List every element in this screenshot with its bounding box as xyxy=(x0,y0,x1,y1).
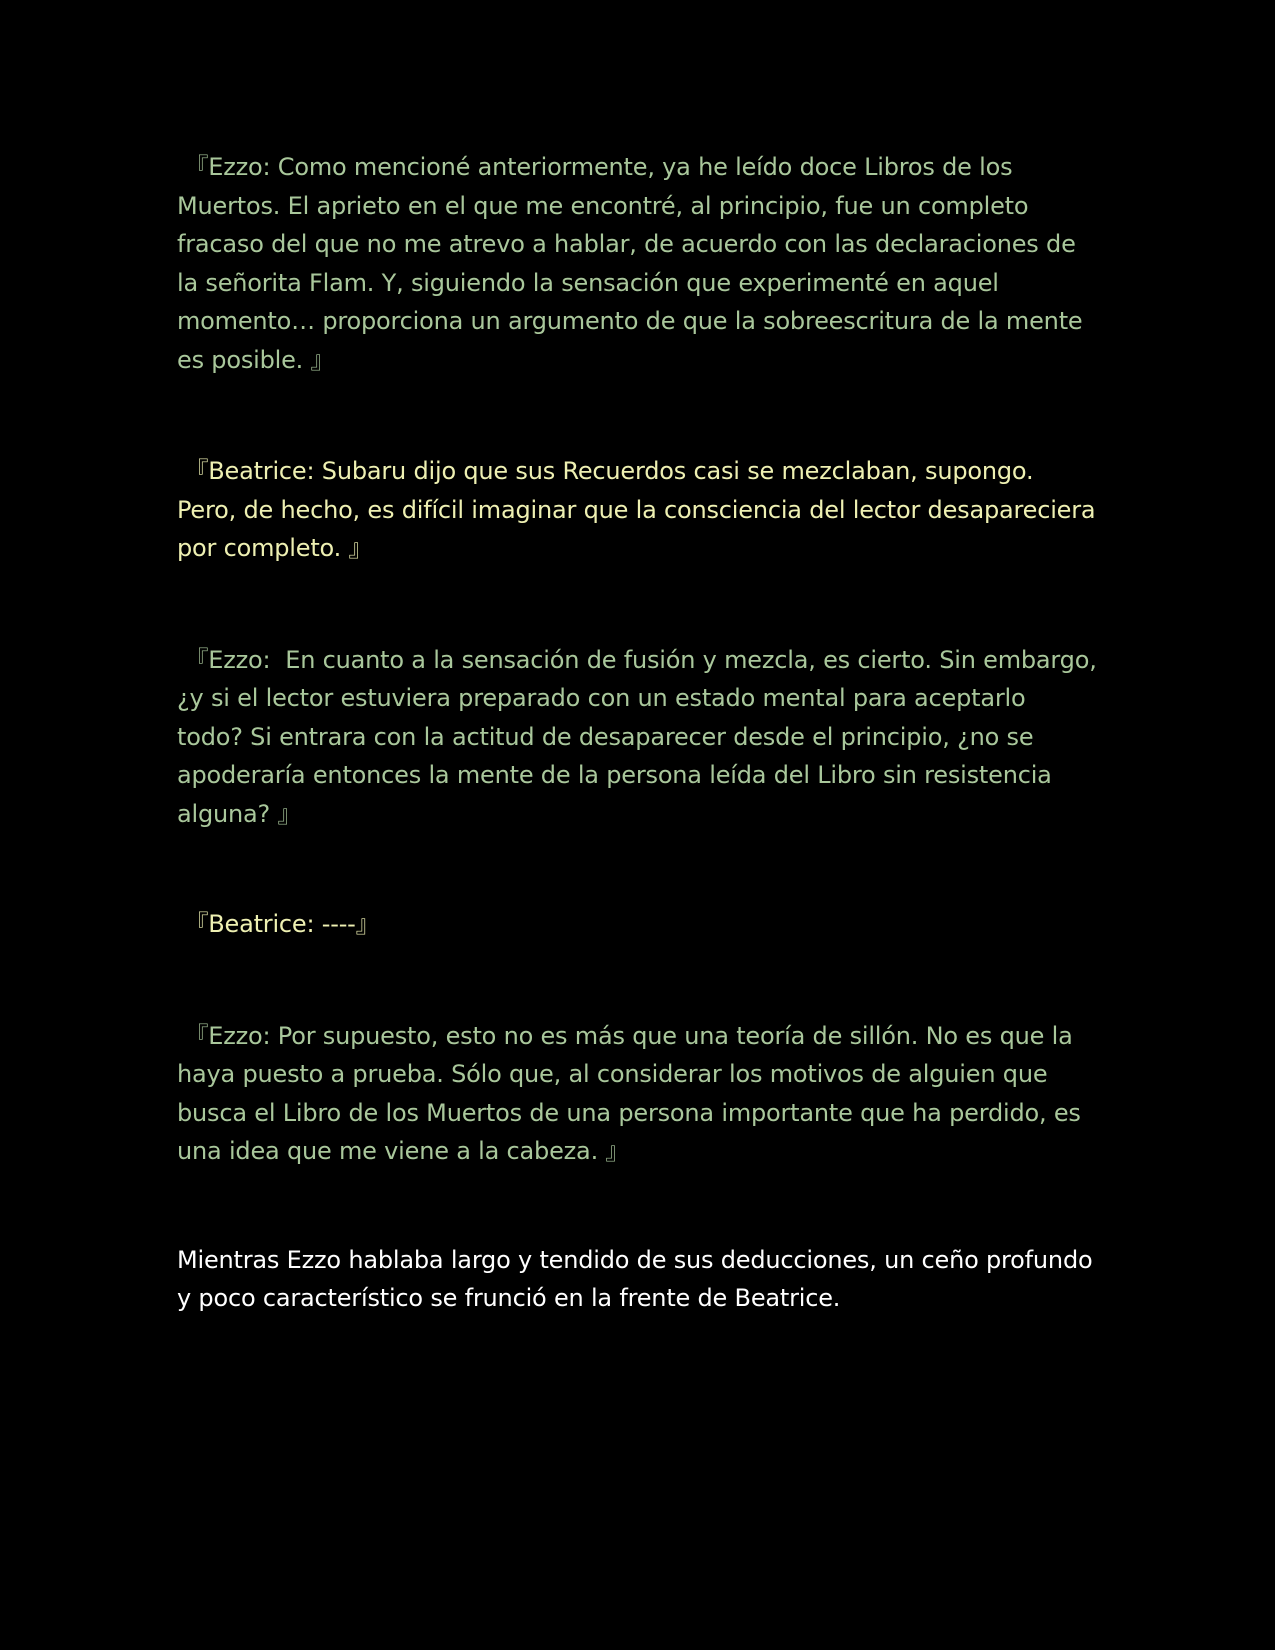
dialogue-beatrice-1: 『Beatrice: Subaru dijo que sus Recuerdos casi se mezclaban, supongo. Pero, de hecho, es difícil imaginar que la consciencia del lector desapareciera por completo. 』 xyxy=(177,457,1103,562)
narration-paragraph: Mientras Ezzo hablaba largo y tendido de sus deducciones, un ceño profundo y poco característico se frunció en la frente de Beatrice. xyxy=(177,1245,1100,1312)
dialogue-ezzo-2: 『Ezzo: En cuanto a la sensación de fusión y mezcla, es cierto. Sin embargo, ¿y si el lector estuviera preparado con un estado mental para aceptarlo todo? Si entrara con la actitud de desaparecer desde el principio, ¿no se apoderaría entonces la mente de la persona leída del Libro sin resistencia alguna? 』 xyxy=(177,645,1105,828)
dialogue-ezzo-1: 『Ezzo: Como mencioné anteriormente, ya he leído doce Libros de los Muertos. El aprieto en el que me encontré, al principio, fue un completo fracaso del que no me atrevo a hablar, de acuerdo con las declaraciones de la señorita Flam. Y, siguiendo la sensación que experimenté en aquel momento… proporciona un argumento de que la sobreescritura de la mente es posible. 』 xyxy=(177,153,1090,374)
document-page xyxy=(177,148,1105,1318)
dialogue-beatrice-2: 『Beatrice: ----』 xyxy=(177,910,380,938)
dialogue-ezzo-3: 『Ezzo: Por supuesto, esto no es más que una teoría de sillón. No es que la haya puesto a prueba. Sólo que, al considerar los motivos de alguien que busca el Libro de los Muertos de una persona importante que ha perdido, es una idea que me viene a la cabeza. 』 xyxy=(177,1021,1089,1165)
